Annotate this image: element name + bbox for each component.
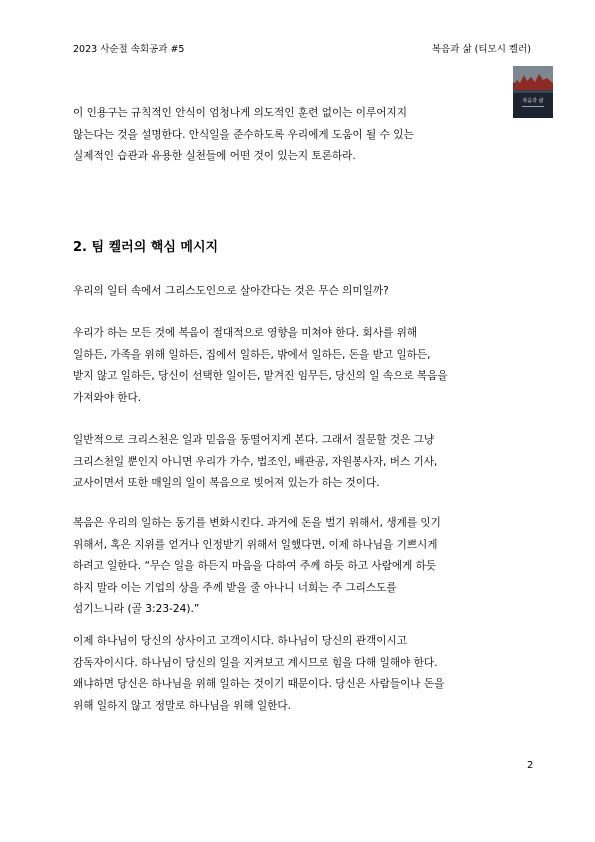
paragraph-line: 하지 말라 이는 기업의 상을 주께 받을 줄 아나니 너희는 주 그리스도를 [73, 581, 397, 594]
paragraph-line: 받지 않고 일하든, 당신이 선택한 일이든, 맡겨진 임무든, 당신의 일 속으로 복음을 [73, 370, 448, 382]
paragraph-line: 섬기느니라 (골 3:23-24).” [73, 603, 200, 615]
intro-line: 이 인용구는 규칙적인 안식이 엄청나게 의도적인 훈련 없이는 이루어지지 [73, 107, 407, 119]
paragraph-gospel-influence [73, 323, 533, 409]
paragraph-line: 왜냐하면 당신은 하나님을 위해 일하는 것이기 때문이다. 당신은 사람들이나 돈을 [73, 678, 445, 690]
paragraph-line: 감독자이시다. 하나님이 당신의 일을 지켜보고 계시므로 힘을 다해 일해야 한다. [73, 656, 438, 669]
paragraph-line: 우리의 일터 속에서 그리스도인으로 살아간다는 것은 무슨 의미일까? [73, 285, 389, 297]
paragraph-god-as-boss [73, 631, 533, 717]
intro-line: 않는다는 것을 설명한다. 안식일을 준수하도록 우리에게 도움이 될 수 있는 [73, 128, 414, 141]
header-book-title: 복음과 삶 (티모시 켈러) [431, 44, 531, 55]
paragraph-work-motive [73, 513, 533, 621]
paragraph-line: 크리스천일 뿐인지 아니면 우리가 가수, 법조인, 배관공, 자원봉사자, 버스 기사, [73, 455, 438, 468]
section-heading: 2. 팀 켈러의 핵심 메시지 [73, 240, 219, 255]
paragraph-line: 이제 하나님이 당신의 상사이고 고객이시다. 하나님이 당신의 관객이시고 [73, 635, 407, 647]
book-cover-title: 복음과 삶 [522, 98, 544, 104]
paragraph-work-and-faith [73, 430, 533, 495]
paragraph-line: 교사이면서 또한 매일의 일이 복음으로 빚어져 있는가 하는 것이다. [73, 477, 380, 489]
header-course-title: 2023 사순절 속회공과 #5 [73, 44, 185, 55]
book-cover-band [513, 90, 553, 93]
intro-line: 실제적인 습관과 유용한 실천들에 어떤 것이 있는지 토론하라. [73, 150, 356, 162]
paragraph-line: 위해 일하지 않고 정말로 하나님을 위해 일한다. [73, 699, 292, 712]
paragraph-line: 복음은 우리의 일하는 동기를 변화시킨다. 과거에 돈을 벌기 위해서, 생계를 잇기 [73, 517, 441, 529]
paragraph-line: 우리가 하는 모든 것에 복음이 절대적으로 영향을 미쳐야 한다. 회사를 위해 [73, 327, 418, 339]
paragraph-line: 일하든, 가족을 위해 일하든, 집에서 일하든, 밖에서 일하든, 돈을 받고 일하든, [73, 348, 431, 361]
paragraph-line: 일반적으로 크리스천은 일과 믿음을 동떨어지게 본다. 그래서 질문할 것은 그냥 [73, 434, 435, 446]
paragraph-line: 위해서, 혹은 지위를 얻거나 인정받기 위해서 일했다면, 이제 하나님을 기쁘시게 [73, 538, 438, 551]
page-number: 2 [527, 760, 534, 771]
paragraph-line: 가져와야 한다. [73, 391, 142, 404]
intro-paragraph [73, 103, 533, 168]
paragraph-question [73, 281, 533, 303]
paragraph-line: 하려고 일한다. “무슨 일을 하든지 마음을 다하여 주께 하듯 하고 사람에게 하듯 [73, 560, 437, 572]
